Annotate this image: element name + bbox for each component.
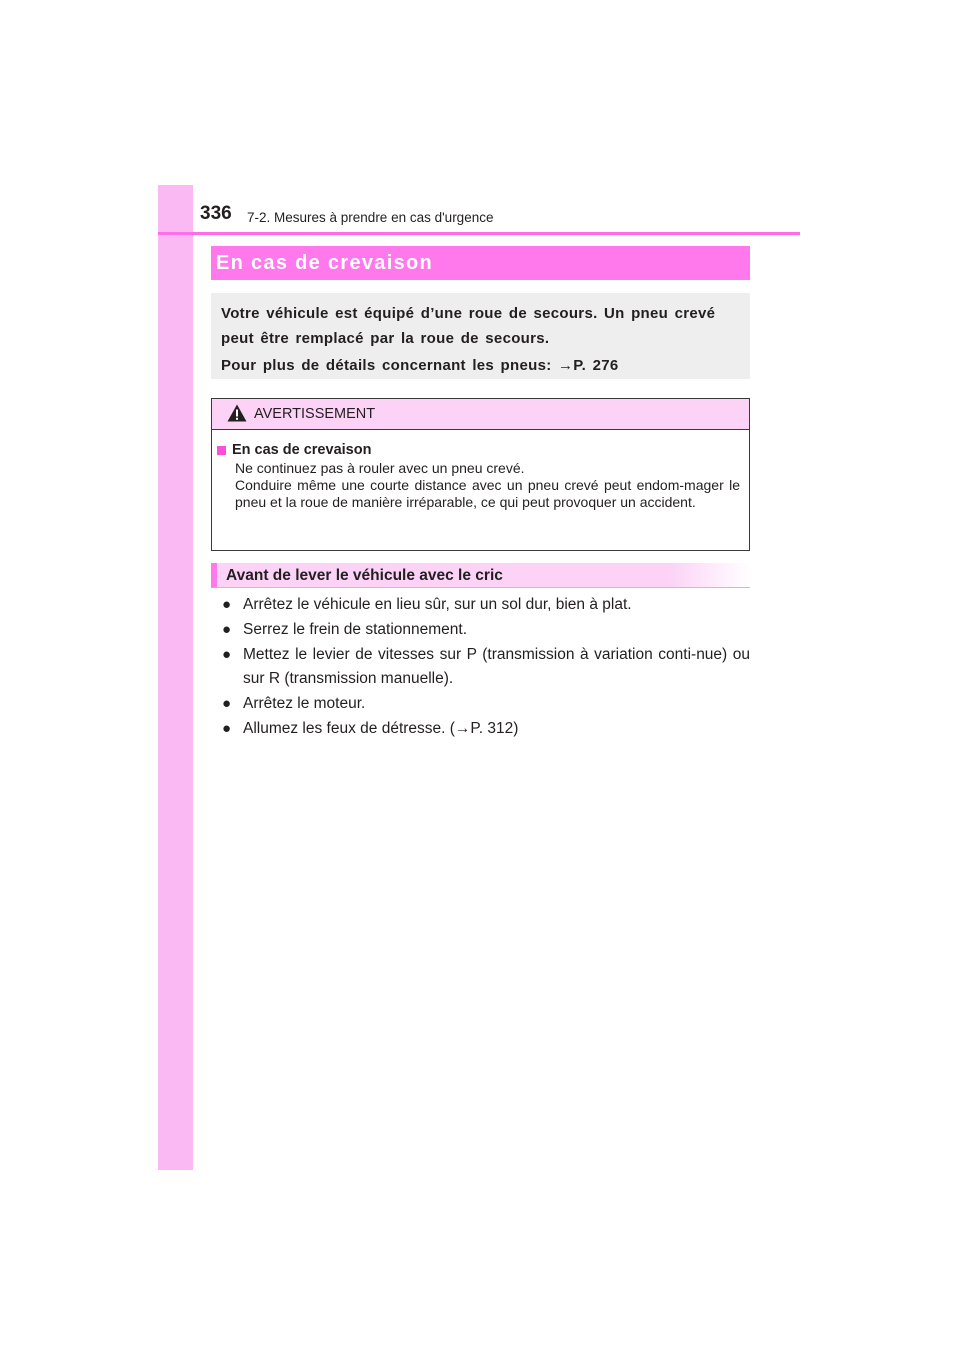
warning-header [212,399,749,430]
bullet-icon: ● [222,646,232,663]
step-text: Arrêtez le moteur. [243,695,366,712]
step-text: Mettez le levier de vitesses sur P (transmission à variation conti-nue) ou sur R (transmission manuelle). [243,646,750,687]
list-item [222,692,750,716]
warning-subtitle: En cas de crevaison [232,442,372,458]
list-item [222,618,750,642]
warning-label: AVERTISSEMENT [254,406,376,422]
bullet-icon: ● [222,596,232,613]
chapter-heading: 7-2. Mesures à prendre en cas d'urgence [247,210,494,225]
subsection-heading: Avant de lever le véhicule avec le cric [226,567,503,584]
warning-box [211,398,750,551]
side-margin-strip [158,185,193,1170]
steps-list [222,593,750,742]
page-number: 336 [200,203,232,224]
intro-box [211,293,750,379]
header-divider [158,232,800,235]
warning-body [212,430,749,511]
warning-line: Conduire même une courte distance avec un pneu crevé peut endom-mager le pneu et la roue de manière irréparable, ce qui peut provoquer un accident. [235,477,740,510]
bullet-icon: ● [222,695,232,712]
subsection-heading-bar [211,563,750,588]
warning-text [235,460,740,511]
intro-reference: Pour plus de détails concernant les pneus: →P. 276 [221,357,619,374]
page-title: En cas de crevaison [216,252,434,274]
step-text: Allumez les feux de détresse. (→P. 312) [243,720,519,737]
page-title-bar [211,246,750,280]
step-text: Arrêtez le véhicule en lieu sûr, sur un sol dur, bien à plat. [243,596,632,613]
list-item [222,593,750,617]
list-item [222,717,750,741]
bullet-icon: ● [222,621,232,638]
square-bullet-icon [217,446,226,455]
step-text: Serrez le frein de stationnement. [243,621,468,638]
warning-triangle-icon [227,404,247,422]
warning-subtitle-row [217,441,740,459]
intro-text: Votre véhicule est équipé d’une roue de secours. Un pneu crevé peut être remplacé par la roue de secours. [221,305,716,347]
bullet-icon: ● [222,720,232,737]
list-item [222,643,750,691]
warning-line: Ne continuez pas à rouler avec un pneu crevé. [235,460,525,476]
